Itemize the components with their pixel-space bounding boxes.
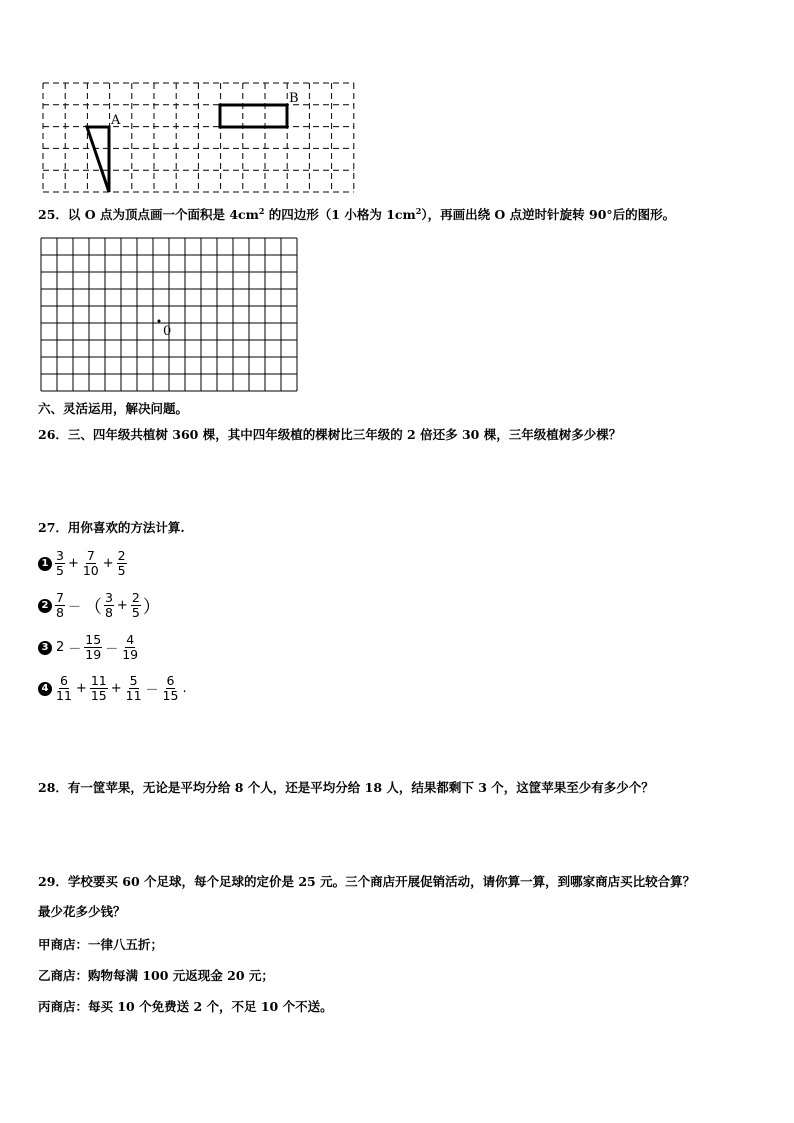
question-29-line2: 最少花多少钱？ [38, 904, 126, 919]
shop-jia: 甲商店：一律八五折； [38, 937, 164, 952]
rectangle-shape [220, 105, 287, 127]
fraction: $\frac{11}{15}$ [90, 673, 107, 703]
fraction: $\frac{4}{19}$ [122, 632, 139, 662]
fraction: $\frac{6}{11}$ [56, 673, 72, 703]
number-badge: 3 [38, 641, 52, 655]
question-29: 29．学校要买 60 个足球，每个足球的定价是 25 元。三个商店开展促销活动，请你算一算，到哪家商店买比较合算？ [38, 874, 696, 889]
fraction: $\frac{3}{8}$ [104, 590, 113, 620]
dashed-grid-figure [40, 80, 358, 196]
fraction: $\frac{3}{5}$ [56, 548, 64, 578]
number-badge: 1 [38, 557, 52, 571]
fraction: $\frac{2}{5}$ [131, 590, 140, 620]
point-o [158, 320, 161, 323]
question-28: 28．有一筐苹果，无论是平均分给 8 个人，还是平均分给 18 人，结果都剩下 3 个，这筐苹果至少有多少个？ [38, 780, 654, 795]
number-badge: 4 [38, 682, 52, 696]
fraction: $\frac{15}{19}$ [85, 632, 102, 662]
shop-bing: 丙商店：每买 10 个免费送 2 个，不足 10 个不送。 [38, 999, 333, 1014]
question-26: 26．三、四年级共植树 360 棵，其中四年级植的棵树比三年级的 2 倍还多 30 棵，三年级植树多少棵？ [38, 427, 622, 442]
expression-3: 3 2 － $\frac{15}{19}$ － $\frac{4}{19}$ [38, 633, 140, 662]
fraction: $\frac{6}{15}$ [162, 673, 179, 703]
fraction: $\frac{7}{8}$ [56, 590, 64, 620]
fraction: $\frac{2}{5}$ [117, 548, 126, 578]
question-25: 25．以 O 点为顶点画一个面积是 $4cm^2$ 的四边形（1 小格为 $1cm^2$），再画出绕 O 点逆时针旋转 90°后的图形。 [38, 205, 676, 222]
number-badge: 2 [38, 599, 52, 613]
fraction: $\frac{7}{10}$ [82, 548, 99, 578]
section-6-heading: 六、灵活运用，解决问题。 [38, 401, 189, 416]
expression-2: 2 $\frac{7}{8}$ － （ $\frac{3}{8}$ + $\frac{2}{5}$ ） [38, 591, 162, 620]
shop-yi: 乙商店：购物每满 100 元返现金 20 元； [38, 968, 274, 983]
expression-4: 4 $\frac{6}{11}$ + $\frac{11}{15}$ + $\frac{5}{11}$ － $\frac{6}{15}$ . [38, 674, 189, 703]
question-27-title: 27．用你喜欢的方法计算. [38, 520, 185, 535]
triangle-shape [87, 127, 109, 192]
point-o-label: 0 [163, 324, 172, 339]
label-b: B [289, 91, 299, 106]
solid-grid-figure [40, 236, 302, 394]
expression-1: 1 $\frac{3}{5}$ + $\frac{7}{10}$ + $\frac{2}{5}$ [38, 549, 128, 578]
fraction: $\frac{5}{11}$ [125, 673, 142, 703]
label-a: A [111, 113, 121, 128]
